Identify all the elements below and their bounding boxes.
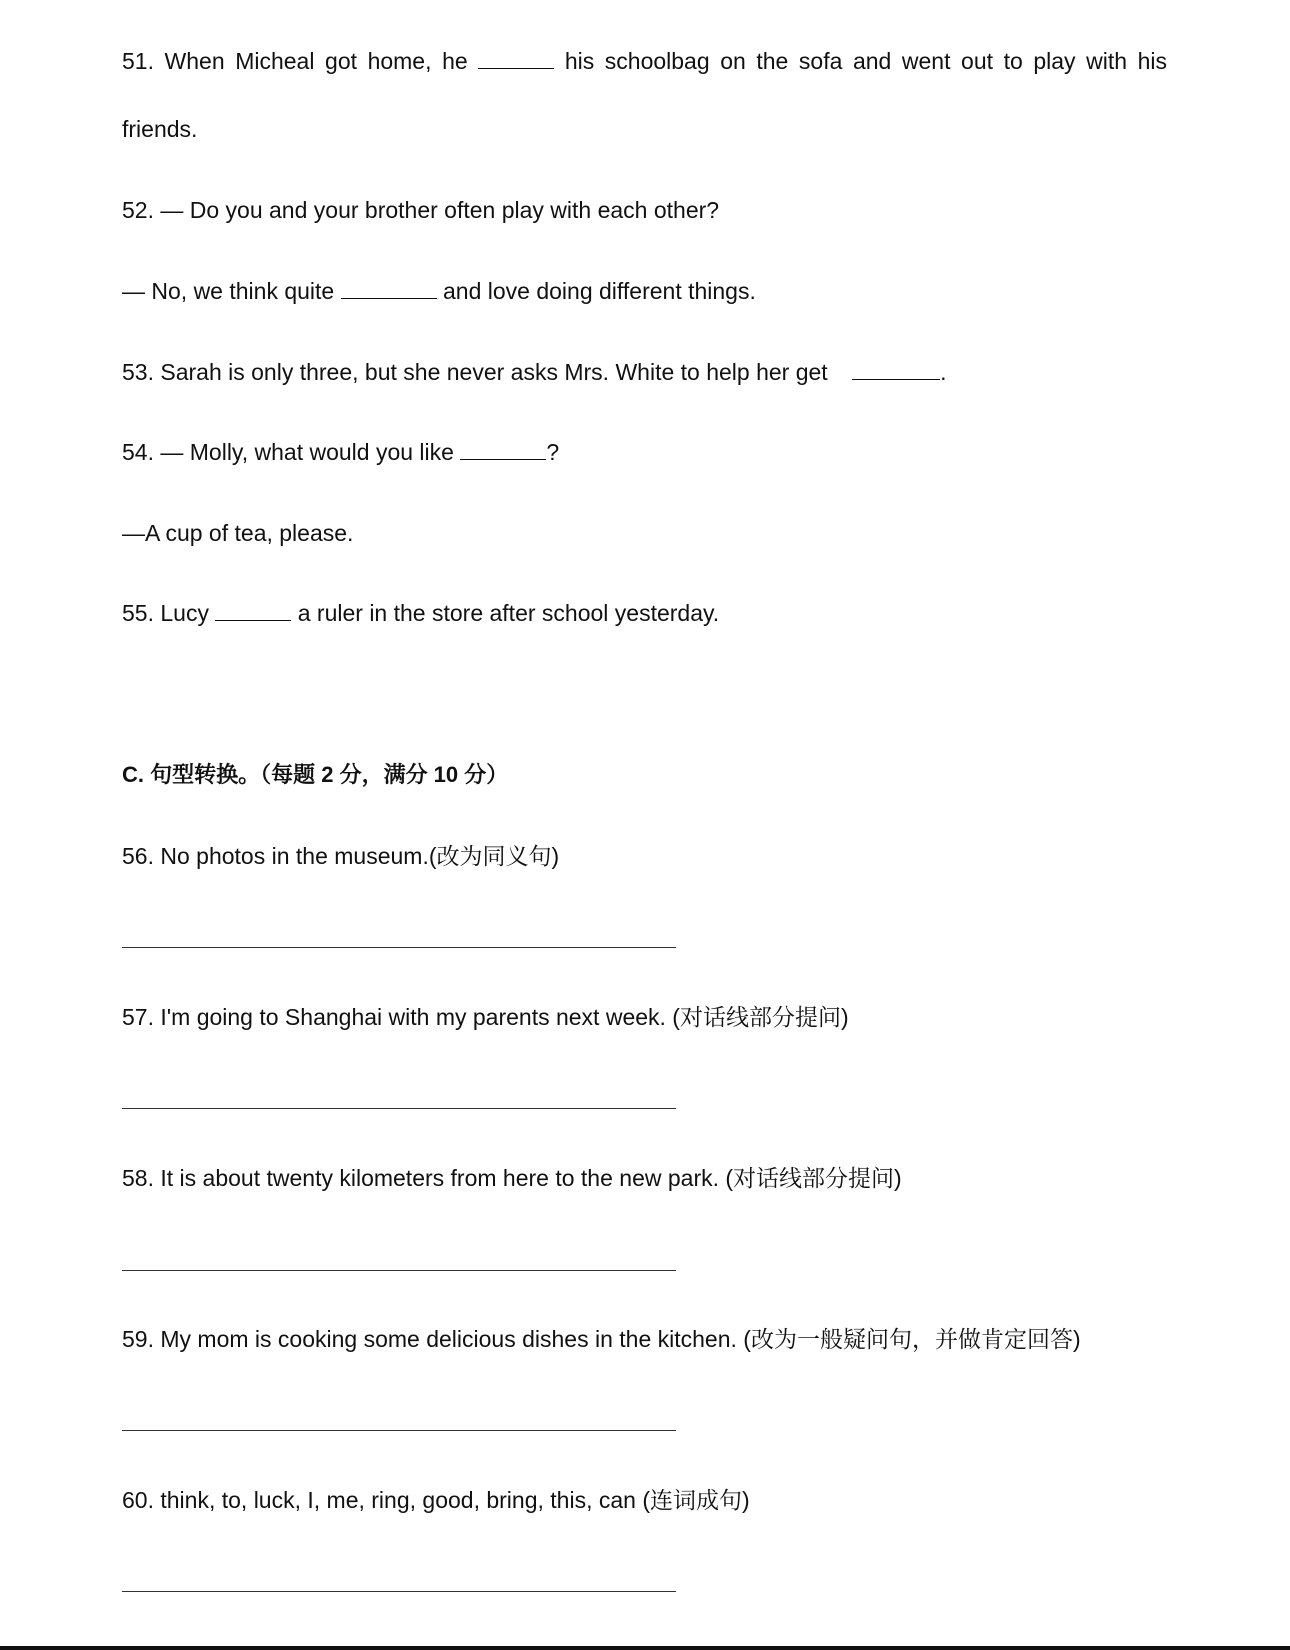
question-51-text-before: 51. When Micheal got home, he [122,48,468,74]
answer-line-59[interactable] [122,1430,676,1431]
question-52-reply-before: — No, we think quite [122,278,335,304]
question-53 [122,357,946,387]
question-54 [122,437,559,467]
question-52-reply-after: and love doing different things. [443,278,756,304]
question-58: 58. It is about twenty kilometers from here to the new park. (对话线部分提问) [122,1165,902,1191]
question-55-text-after: a ruler in the store after school yesterday. [297,600,720,626]
question-55-text-before: 55. Lucy [122,600,209,626]
blank-51[interactable] [478,46,554,69]
question-52-reply [122,276,756,306]
question-52: 52. — Do you and your brother often play with each other? [122,197,720,223]
question-60: 60. think, to, luck, I, me, ring, good, bring, this, can (连词成句) [122,1487,750,1513]
question-59: 59. My mom is cooking some delicious dishes in the kitchen. (改为一般疑问句，并做肯定回答) [122,1326,1081,1352]
question-54-qmark: ? [546,439,560,465]
question-51 [122,46,1167,76]
question-53-period: . [940,359,947,385]
question-56: 56. No photos in the museum.(改为同义句) [122,843,560,869]
question-57: 57. I'm going to Shanghai with my parents next week. (对话线部分提问) [122,1004,849,1030]
page-bottom-border [0,1646,1290,1650]
question-51-continuation: friends. [122,116,198,142]
section-c-heading: C. 句型转换。（每题 2 分，满分 10 分） [122,762,509,787]
question-54-answer: —A cup of tea, please. [122,520,354,546]
question-55 [122,598,719,628]
question-53-text: 53. Sarah is only three, but she never asks Mrs. White to help her get [122,359,828,385]
blank-52[interactable] [341,276,437,299]
blank-55[interactable] [215,598,291,621]
answer-line-58[interactable] [122,1270,676,1271]
question-54-text: 54. — Molly, what would you like [122,439,454,465]
question-51-text-after: his schoolbag on the sofa and went out to play with his [564,48,1167,74]
answer-line-57[interactable] [122,1108,676,1109]
answer-line-60[interactable] [122,1591,676,1592]
blank-54[interactable] [460,437,546,460]
answer-line-56[interactable] [122,947,676,948]
blank-53[interactable] [852,357,940,380]
